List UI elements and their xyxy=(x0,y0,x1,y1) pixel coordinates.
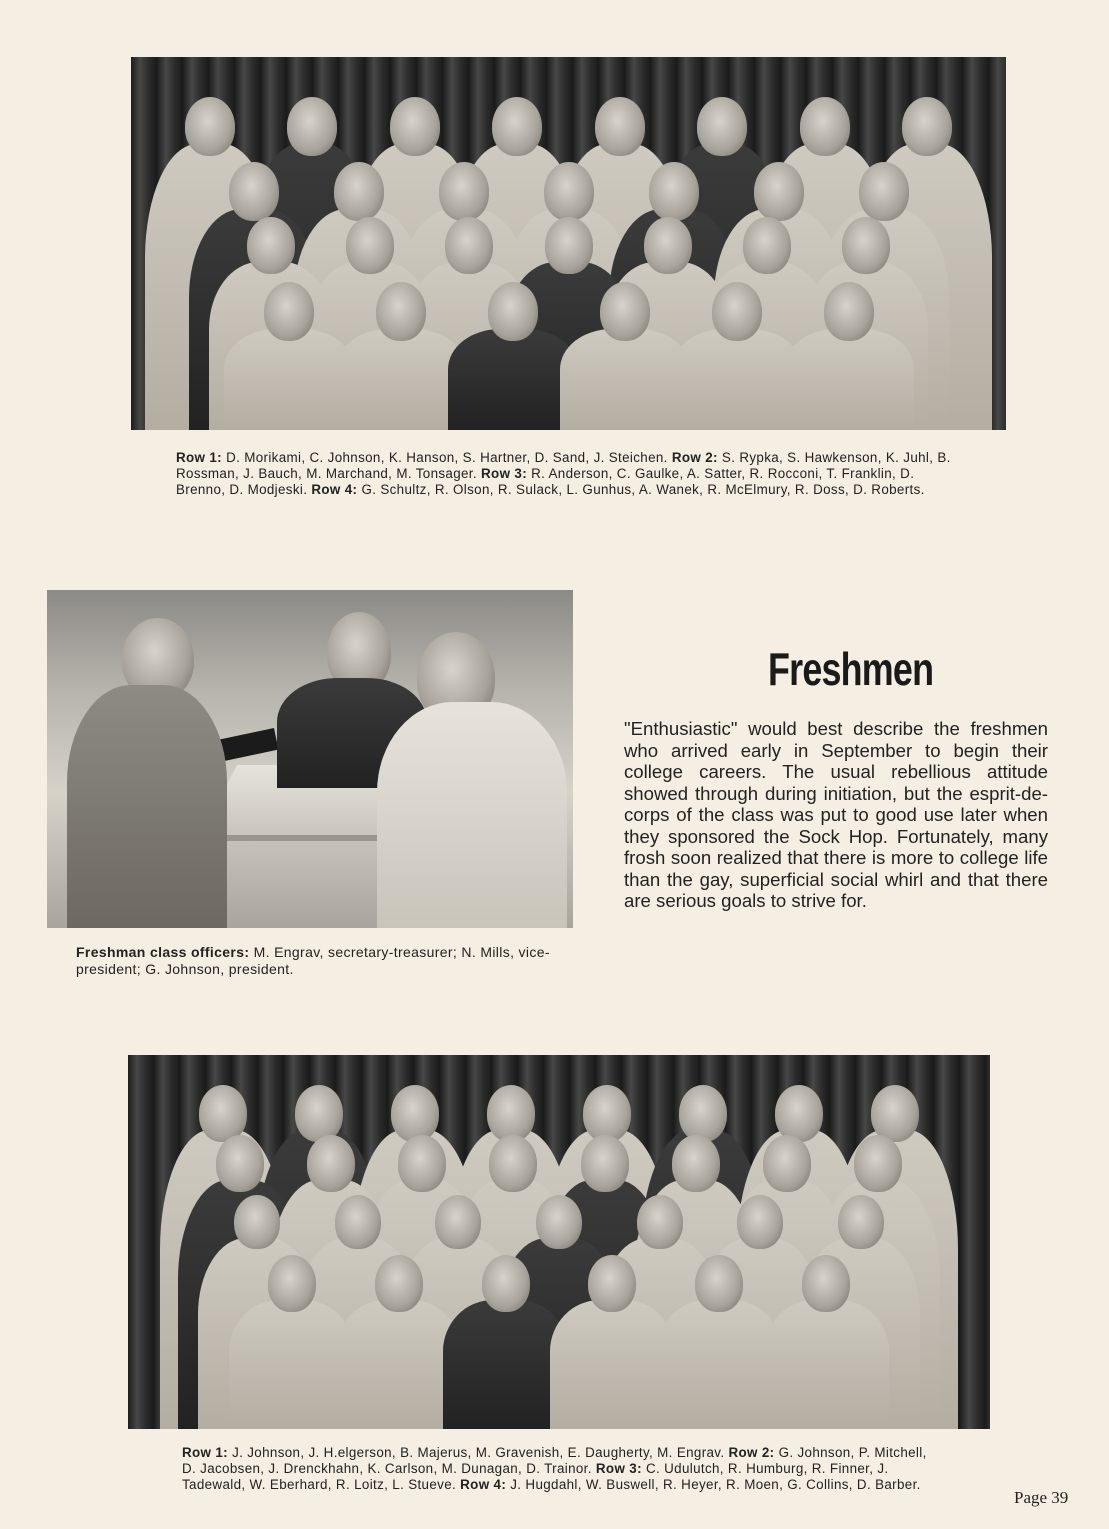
person-head xyxy=(247,217,295,274)
officers-caption xyxy=(76,944,556,977)
caption-row-label: Row 4: xyxy=(311,482,358,497)
officers-caption-label: Freshman class officers: xyxy=(76,944,250,960)
caption-row-label: Row 1: xyxy=(182,1445,228,1460)
person-head xyxy=(637,1195,683,1249)
person-head xyxy=(775,1085,823,1142)
person-silhouette xyxy=(560,329,690,430)
person-head xyxy=(743,217,791,274)
person-head xyxy=(802,1255,850,1312)
person-head xyxy=(435,1195,481,1249)
person-silhouette xyxy=(448,329,578,430)
person-head xyxy=(335,1195,381,1249)
person-silhouette xyxy=(336,329,466,430)
person-head xyxy=(264,282,314,341)
person-head xyxy=(185,97,235,156)
person-head xyxy=(679,1085,727,1142)
person-head xyxy=(712,282,762,341)
person-head xyxy=(488,282,538,341)
person-head xyxy=(334,162,384,221)
person-head xyxy=(346,217,394,274)
person-head xyxy=(375,1255,423,1312)
person-silhouette xyxy=(764,1300,889,1429)
person-head xyxy=(763,1135,811,1192)
person-head xyxy=(824,282,874,341)
caption-row-names: S. Rypka, S. Hawkenson, K. Juhl, B. Rossman, J. Bauch, M. Marchand, M. Tonsager. xyxy=(176,450,951,481)
caption-row-label: Row 3: xyxy=(595,1461,642,1476)
person-head xyxy=(216,1135,264,1192)
person-head xyxy=(600,282,650,341)
person-head xyxy=(268,1255,316,1312)
person-head xyxy=(492,97,542,156)
person-head xyxy=(588,1255,636,1312)
person-head xyxy=(295,1085,343,1142)
person-head xyxy=(398,1135,446,1192)
person-head xyxy=(234,1195,280,1249)
person-head xyxy=(390,97,440,156)
person-head xyxy=(902,97,952,156)
top-photo-caption xyxy=(176,450,951,498)
caption-row-label: Row 4: xyxy=(460,1477,507,1492)
caption-row-label: Row 2: xyxy=(671,450,718,465)
person-head xyxy=(854,1135,902,1192)
person-head xyxy=(536,1195,582,1249)
person-silhouette xyxy=(672,329,802,430)
page-number: Page 39 xyxy=(1014,1488,1069,1507)
person-head xyxy=(800,97,850,156)
person-head xyxy=(229,162,279,221)
caption-row-names: G. Johnson, P. Mitchell, D. Jacobsen, J. Drenckhahn, K. Carlson, M. Dunagan, D. Trainor. xyxy=(182,1445,927,1476)
person-head xyxy=(697,97,747,156)
caption-row-label: Row 1: xyxy=(176,450,222,465)
person-head xyxy=(307,1135,355,1192)
bottom-group-photo xyxy=(128,1055,990,1429)
person-head xyxy=(737,1195,783,1249)
person-head xyxy=(871,1085,919,1142)
caption-row-names: R. Anderson, C. Gaulke, A. Satter, R. Rocconi, T. Franklin, D. Brenno, D. Modjeski. xyxy=(176,466,915,497)
person-head xyxy=(545,217,593,274)
person-silhouette xyxy=(224,329,354,430)
person-head xyxy=(838,1195,884,1249)
bottom-photo-caption xyxy=(182,1445,937,1493)
person-head xyxy=(644,217,692,274)
officers-caption-text: M. Engrav, secretary-treasurer; N. Mills, vice-president; G. Johnson, president. xyxy=(76,944,550,977)
caption-row-names: G. Schultz, R. Olson, R. Sulack, L. Gunhus, A. Wanek, R. McElmury, R. Doss, D. Roberts. xyxy=(361,482,925,497)
person-head xyxy=(695,1255,743,1312)
caption-row-names: J. Johnson, J. H.elgerson, B. Majerus, M. Gravenish, E. Daugherty, M. Engrav. xyxy=(232,1445,725,1460)
caption-row-names: J. Hugdahl, W. Buswell, R. Heyer, R. Moen, G. Collins, D. Barber. xyxy=(510,1477,921,1492)
person-head xyxy=(487,1085,535,1142)
person-head xyxy=(754,162,804,221)
section-title: Freshmen xyxy=(768,643,934,695)
caption-row-label: Row 2: xyxy=(728,1445,775,1460)
person-head xyxy=(544,162,594,221)
person-head xyxy=(482,1255,530,1312)
person-head xyxy=(672,1135,720,1192)
officers-photo xyxy=(47,590,573,928)
person-head xyxy=(581,1135,629,1192)
person-head xyxy=(489,1135,537,1192)
person-head xyxy=(649,162,699,221)
person-head xyxy=(391,1085,439,1142)
caption-row-names: C. Udulutch, R. Humburg, R. Finner, J. Tadewald, W. Eberhard, R. Loitz, L. Stueve. xyxy=(182,1461,889,1492)
section-body-text: "Enthusiastic" would best describe the freshmen who arrived early in September to begin their college careers. The usual rebellious attitude showed through during initiation, but the esprit-de-corps of the class was put to good use later when they sponsored the Sock Hop. Fortunately, many frosh soon realized that there is more to college life than the gay, superficial social whirl and that there are serious goals to strive for. xyxy=(624,718,1048,911)
person-head xyxy=(287,97,337,156)
person-head xyxy=(842,217,890,274)
person-silhouette xyxy=(784,329,914,430)
person-head xyxy=(445,217,493,274)
person-head xyxy=(199,1085,247,1142)
person-head xyxy=(583,1085,631,1142)
top-group-photo xyxy=(131,57,1006,430)
person-head xyxy=(859,162,909,221)
caption-row-names: D. Morikami, C. Johnson, K. Hanson, S. Hartner, D. Sand, J. Steichen. xyxy=(226,450,668,465)
person-head xyxy=(439,162,489,221)
person-silhouette xyxy=(657,1300,782,1429)
caption-row-label: Row 3: xyxy=(481,466,528,481)
person-head xyxy=(595,97,645,156)
person-head xyxy=(376,282,426,341)
